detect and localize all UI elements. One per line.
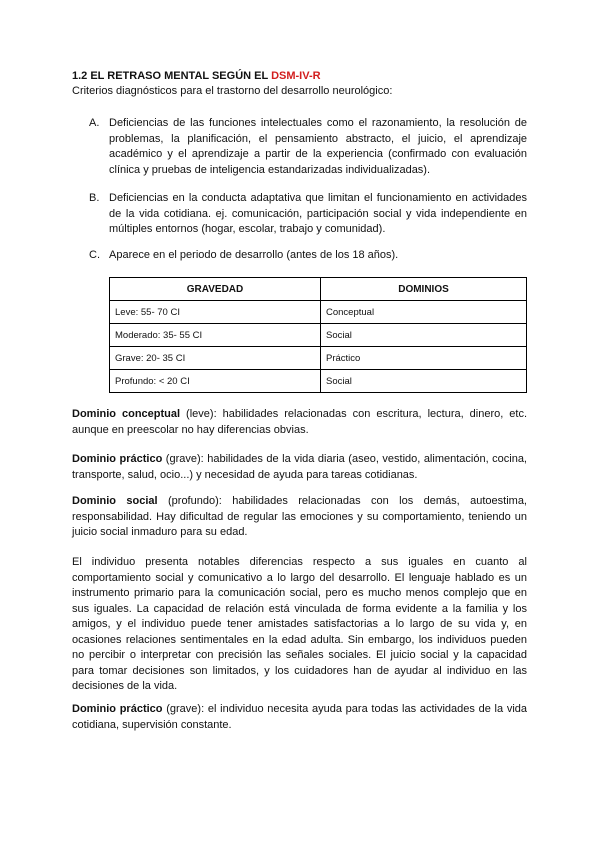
paragraph-term: Dominio práctico [72,453,163,465]
paragraph-body: El individuo presenta notables diferencias respecto a sus iguales en cuanto al comportamiento social y comunicativo a lo largo del desarrollo. El lenguaje hablado es un instrumento primario para la comunicación social, pero es mucho menos complejo que en sus iguales. La capacidad de relación está vinculada de forma evidente a la familia y los amigos, y el individuo puede tener amistades satisfactorias a lo largo de su vida y, en ocasiones relaciones sentimentales en la edad adulta. Sin embargo, los individuos pueden no percibir o interpretar con precisión las señales sociales. El juicio social y la capacidad para tomar decisiones son limitados, y los cuidadores han de ayudar al individuo en las decisiones de la vida. [72,556,527,692]
paragraph-qualifier: (profundo) [157,495,219,507]
intro-text: Criterios diagnósticos para el trastorno del desarrollo neurológico: [72,85,393,97]
paragraph-qualifier: (grave) [162,703,202,715]
criterion-text: Aparece en el periodo de desarrollo (antes de los 18 años). [109,249,399,261]
table-cell: Grave: 20- 35 CI [110,347,321,370]
paragraph-individual-description [72,555,527,695]
paragraph-body: : habilidades relacionadas con escritura, lectura, dinero, etc. aunque en preescolar no hay diferencias obvias. [72,408,527,436]
table-header-row [110,278,527,301]
criterion-b [89,191,527,238]
table-cell: Profundo: < 20 CI [110,370,321,393]
table-cell: Social [321,370,527,393]
table-row [110,347,527,370]
section-heading-accent: DSM-IV-R [271,70,321,82]
paragraph-body: : el individuo necesita ayuda para todas las actividades de la vida cotidiana, supervisión constante. [72,703,528,731]
paragraph-qualifier: (grave) [162,453,201,465]
criterion-letter: B. [89,192,100,204]
severity-table [109,277,527,393]
section-heading-text: 1.2 EL RETRASO MENTAL SEGÚN EL [72,70,272,82]
paragraph-dominio-practico [72,452,527,483]
paragraph-dominio-practico-2 [72,702,527,733]
table-cell: Moderado: 35- 55 CI [110,324,321,347]
paragraph-dominio-conceptual [72,407,527,438]
table-cell: Práctico [321,347,527,370]
paragraph-body: : habilidades relacionadas con los demás, autoestima, responsabilidad. Hay dificultad de regular las emociones y su comportamiento, teniendo un juicio social inmaduro para su edad. [72,495,527,538]
criterion-text: Deficiencias en la conducta adaptativa que limitan el funcionamiento en actividades de la vida cotidiana. ej. comunicación, participación social y vida independiente en múltiples entornos (hogar, escolar, trabajo y comunidad). [109,192,527,235]
table-row [110,370,527,393]
criterion-a [89,116,527,178]
paragraph-dominio-social [72,494,527,541]
criterion-letter: C. [89,249,100,261]
table-cell: Conceptual [321,301,527,324]
table-cell: Leve: 55- 70 CI [110,301,321,324]
header-dominios: DOMINIOS [321,278,527,301]
table-row [110,301,527,324]
paragraph-qualifier: (leve) [180,408,214,420]
section-heading [72,70,321,82]
paragraph-term: Dominio social [72,495,158,507]
paragraph-body: : habilidades de la vida diaria (aseo, vestido, alimentación, cocina, transporte, salud, ocio...) y necesidad de ayuda para tareas cotidianas. [72,453,527,481]
table-cell: Social [321,324,527,347]
table-row [110,324,527,347]
criterion-text: Deficiencias de las funciones intelectuales como el razonamiento, la resolución de problemas, la planificación, el pensamiento abstracto, el juicio, el aprendizaje académico y el aprendizaje a partir de la experiencia (confirmado con evaluación clínica y pruebas de inteligencia estandarizadas individualizadas). [109,117,527,176]
criterion-c [89,248,527,264]
paragraph-term: Dominio práctico [72,703,163,715]
header-gravedad: GRAVEDAD [110,278,321,301]
criterion-letter: A. [89,117,100,129]
paragraph-term: Dominio conceptual [72,408,181,420]
